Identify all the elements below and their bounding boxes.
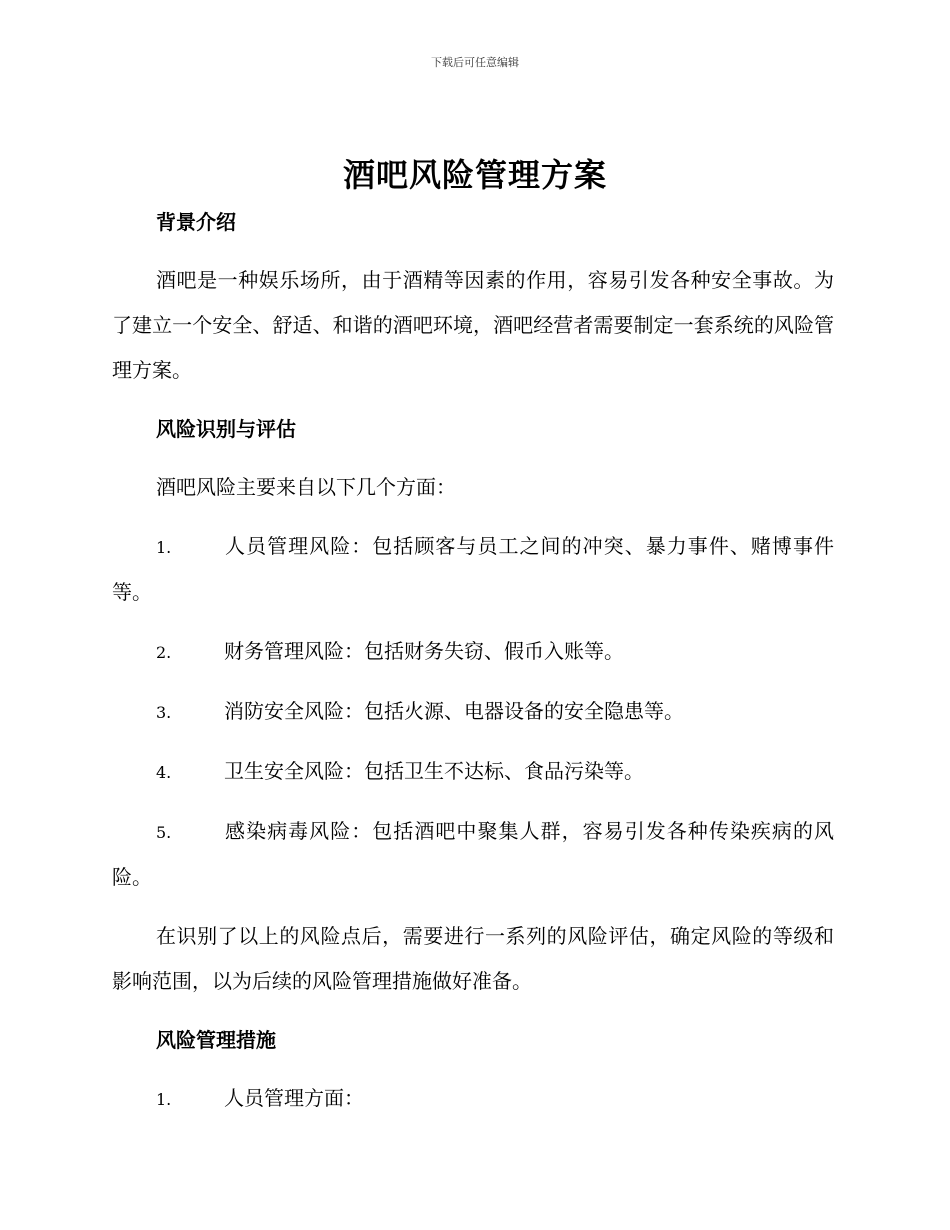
document-body [112,200,834,1136]
section-heading-background: 背景介绍 [156,210,236,234]
list-item-number: 3. [156,703,172,722]
list-item-text: 消防安全风险：包括火源、电器设备的安全隐患等。 [224,699,684,723]
list-item-text: 卫生安全风险：包括卫生不达标、食品污染等。 [224,759,644,783]
list-item-number: 4. [156,763,172,782]
list-item-number: 1. [156,538,172,557]
identification-conclusion: 在识别了以上的风险点后，需要进行一系列的风险评估，确定风险的等级和影响范围，以为后续的风险管理措施做好准备。 [112,924,834,993]
list-item [112,689,834,735]
list-item-text: 人员管理风险：包括顾客与员工之间的冲突、暴力事件、赌博事件等。 [112,534,834,604]
list-item [112,629,834,675]
document-title: 酒吧风险管理方案 [342,156,607,194]
header-note: 下载后可任意编辑 [431,56,519,69]
list-item [112,749,834,795]
list-item-text: 人员管理方面： [224,1086,364,1110]
background-paragraph: 酒吧是一种娱乐场所，由于酒精等因素的作用，容易引发各种安全事故。为了建立一个安全、舒适、和谐的酒吧环境，酒吧经营者需要制定一套系统的风险管理方案。 [112,268,834,382]
section-heading-identification: 风险识别与评估 [156,417,296,441]
list-item-number: 5. [156,823,172,842]
list-item-text: 财务管理风险：包括财务失窃、假币入账等。 [224,639,624,663]
section-heading-measures: 风险管理措施 [156,1028,276,1052]
list-item-text: 感染病毒风险：包括酒吧中聚集人群，容易引发各种传染疾病的风险。 [112,819,834,889]
identification-intro: 酒吧风险主要来自以下几个方面： [156,475,456,499]
list-item [112,809,834,900]
list-item [112,524,834,615]
list-item-number: 1. [156,1090,172,1109]
list-item [112,1076,834,1122]
list-item-number: 2. [156,643,172,662]
